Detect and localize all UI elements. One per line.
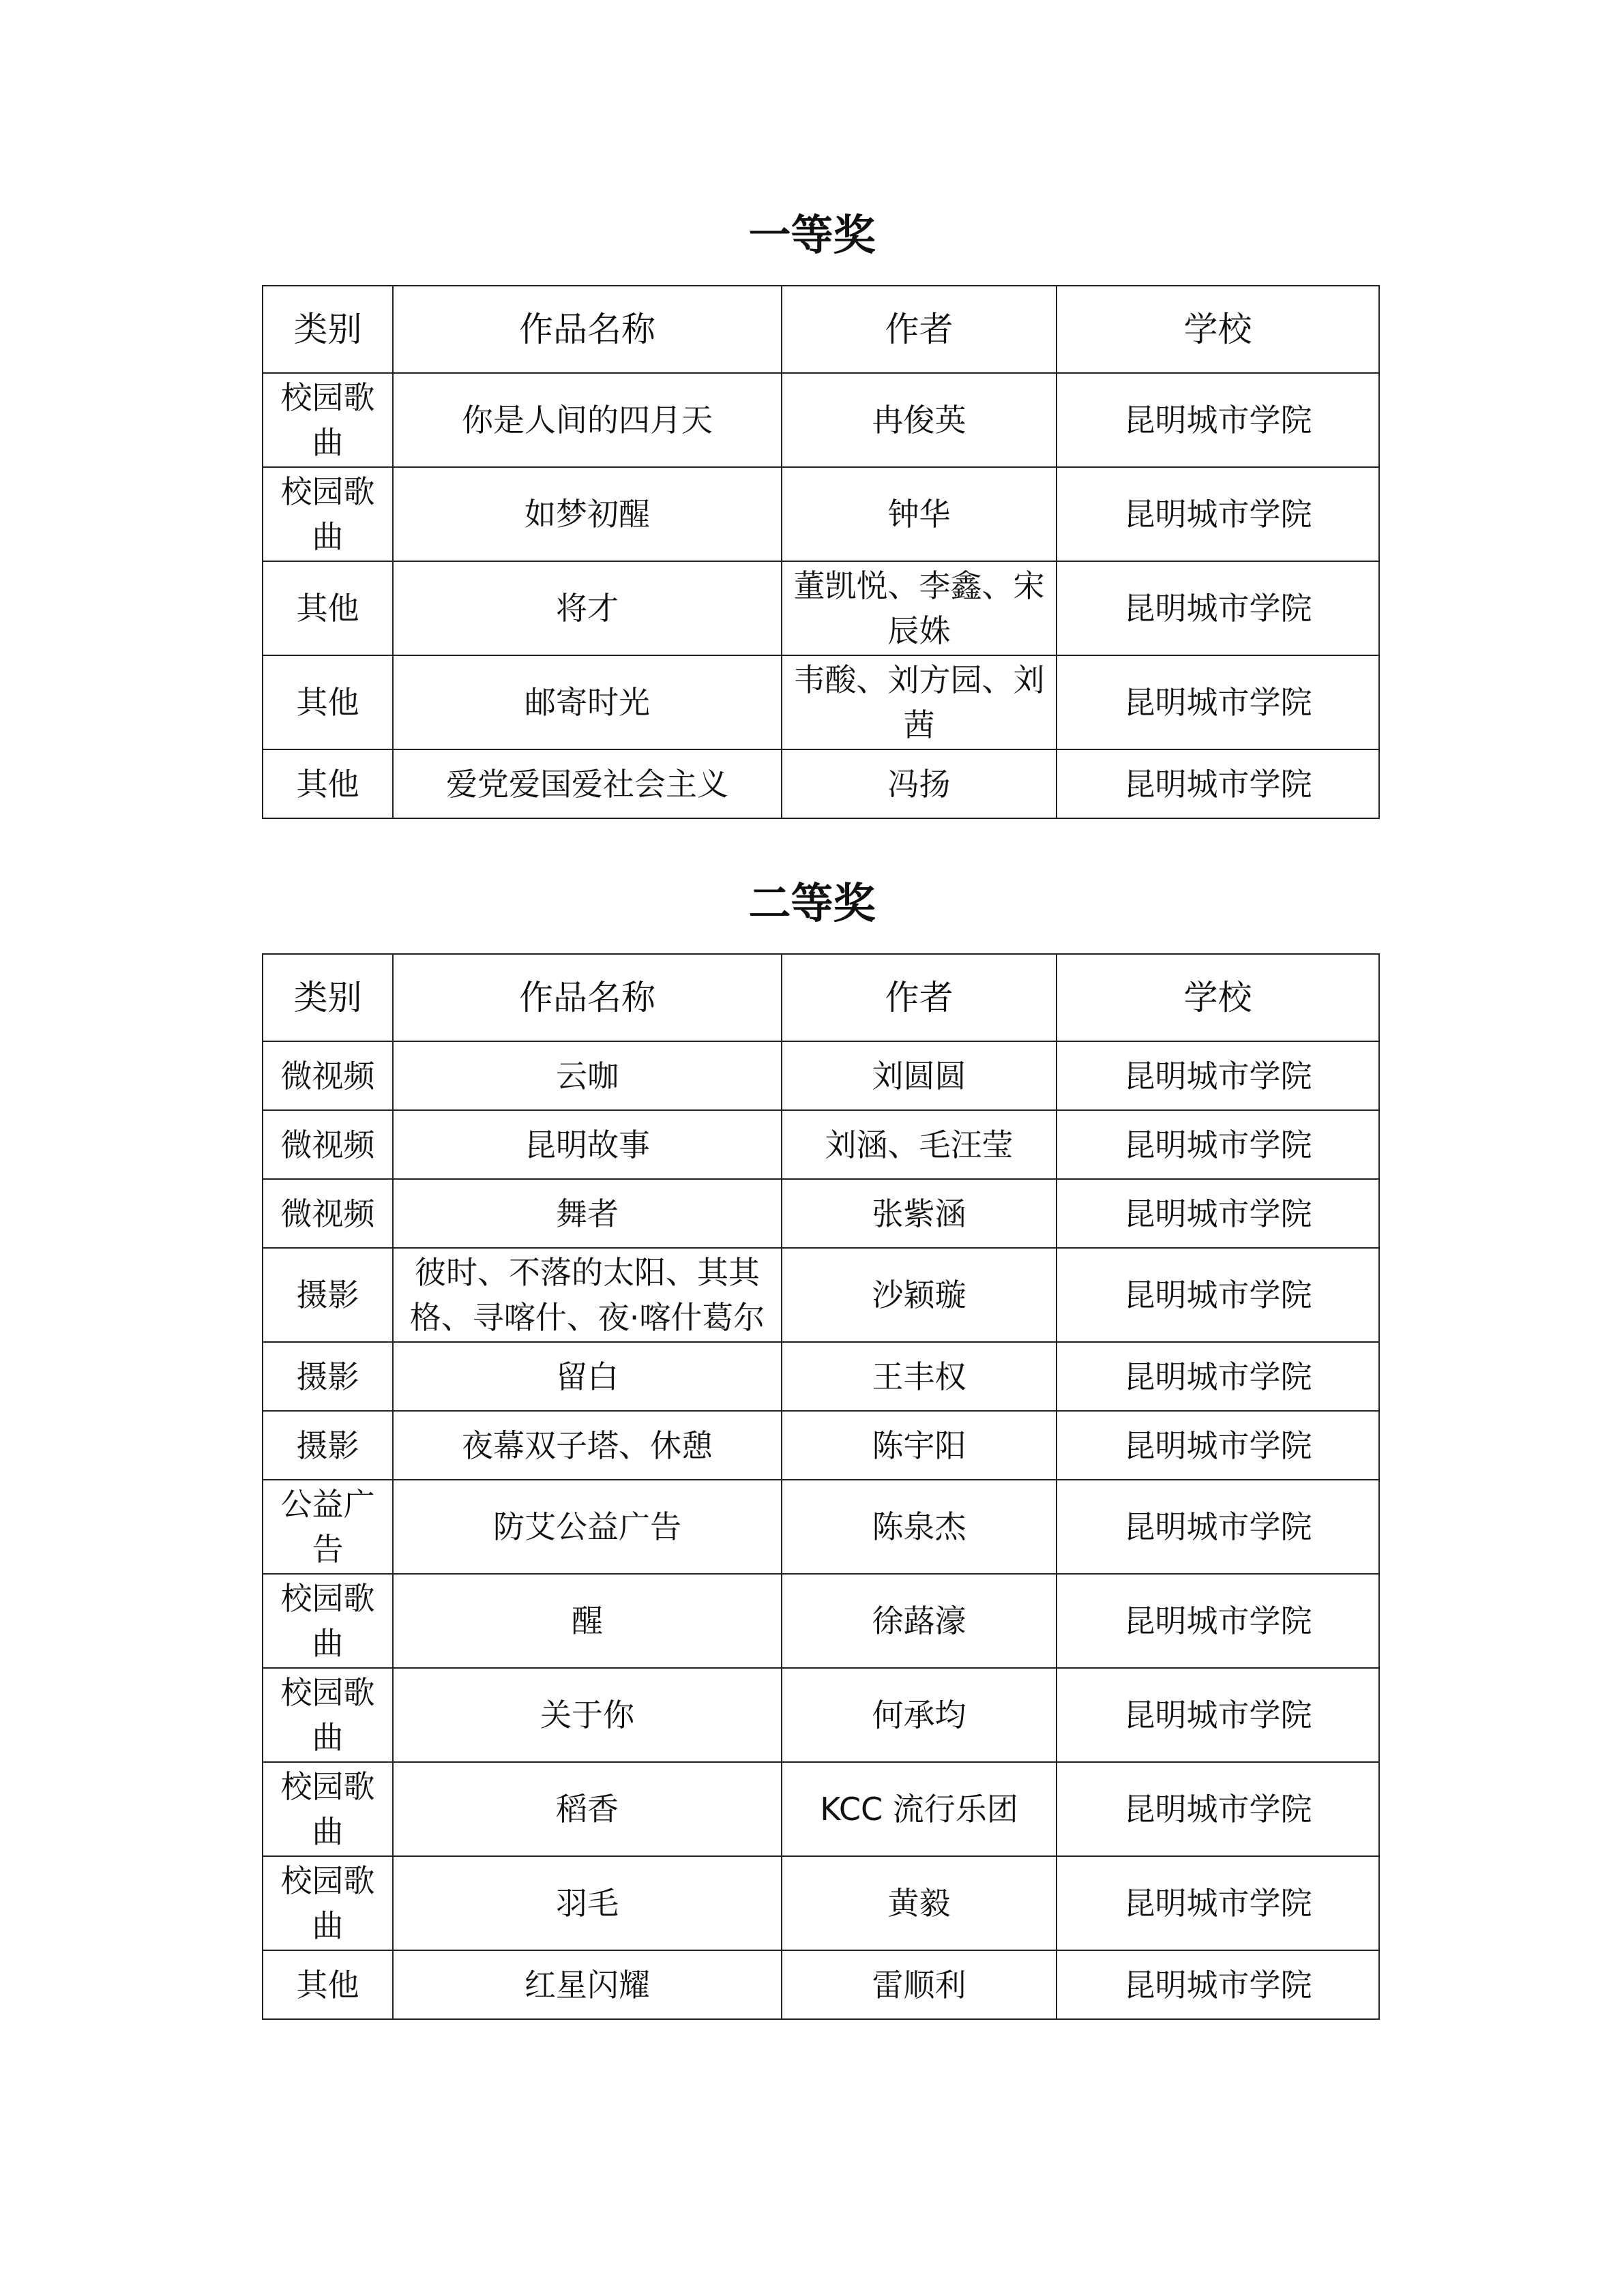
- table-row: [263, 1480, 1379, 1574]
- school-cell: 昆明城市学院: [1057, 561, 1379, 655]
- author-cell: 王丰权: [782, 1342, 1057, 1411]
- work-title-cell: 邮寄时光: [393, 655, 782, 749]
- table-row: [263, 467, 1379, 561]
- category-cell: 其他: [263, 561, 393, 655]
- table-row: [263, 655, 1379, 749]
- table-row: [263, 1179, 1379, 1248]
- table-header-row: [263, 954, 1379, 1041]
- school-cell: 昆明城市学院: [1057, 1248, 1379, 1342]
- school-cell: 昆明城市学院: [1057, 1342, 1379, 1411]
- table-row: [263, 1668, 1379, 1762]
- author-cell: 张紫涵: [782, 1179, 1057, 1248]
- author-cell: 何承均: [782, 1668, 1057, 1762]
- category-cell: 其他: [263, 655, 393, 749]
- author-cell: 冉俊英: [782, 373, 1057, 467]
- table-row: [263, 749, 1379, 818]
- category-cell: 微视频: [263, 1041, 393, 1110]
- category-cell: 摄影: [263, 1248, 393, 1342]
- author-cell: 黄毅: [782, 1856, 1057, 1950]
- school-cell: 昆明城市学院: [1057, 1574, 1379, 1668]
- first-prize-title: 一等奖: [748, 210, 876, 260]
- category-cell: 公益广告: [263, 1480, 393, 1574]
- school-cell: 昆明城市学院: [1057, 1411, 1379, 1480]
- second-prize-title: 二等奖: [748, 878, 876, 928]
- author-cell: 徐蕗濠: [782, 1574, 1057, 1668]
- author-cell: 韦酸、刘方园、刘茜: [782, 655, 1057, 749]
- school-cell: 昆明城市学院: [1057, 655, 1379, 749]
- category-cell: 摄影: [263, 1411, 393, 1480]
- table-row: [263, 1041, 1379, 1110]
- category-cell: 校园歌曲: [263, 1762, 393, 1856]
- school-cell: 昆明城市学院: [1057, 1668, 1379, 1762]
- work-title-cell: 防艾公益广告: [393, 1480, 782, 1574]
- header-school: 学校: [1057, 286, 1379, 373]
- table-row: [263, 1856, 1379, 1950]
- work-title-cell: 你是人间的四月天: [393, 373, 782, 467]
- table-row: [263, 373, 1379, 467]
- school-cell: 昆明城市学院: [1057, 1041, 1379, 1110]
- header-school: 学校: [1057, 954, 1379, 1041]
- work-title-cell: 留白: [393, 1342, 782, 1411]
- school-cell: 昆明城市学院: [1057, 1950, 1379, 2019]
- table-header-row: [263, 286, 1379, 373]
- header-author: 作者: [782, 954, 1057, 1041]
- author-cell: 沙颖璇: [782, 1248, 1057, 1342]
- work-title-cell: 关于你: [393, 1668, 782, 1762]
- school-cell: 昆明城市学院: [1057, 373, 1379, 467]
- table-row: [263, 1411, 1379, 1480]
- author-cell: 陈泉杰: [782, 1480, 1057, 1574]
- author-cell: 董凯悦、李鑫、宋辰姝: [782, 561, 1057, 655]
- category-cell: 校园歌曲: [263, 467, 393, 561]
- author-cell: 刘涵、毛汪莹: [782, 1110, 1057, 1179]
- header-work-title: 作品名称: [393, 286, 782, 373]
- school-cell: 昆明城市学院: [1057, 467, 1379, 561]
- category-cell: 校园歌曲: [263, 1856, 393, 1950]
- work-title-cell: 将才: [393, 561, 782, 655]
- category-cell: 校园歌曲: [263, 373, 393, 467]
- work-title-cell: 彼时、不落的太阳、其其格、寻喀什、夜·喀什葛尔: [393, 1248, 782, 1342]
- table-row: [263, 1342, 1379, 1411]
- category-cell: 摄影: [263, 1342, 393, 1411]
- work-title-cell: 羽毛: [393, 1856, 782, 1950]
- work-title-cell: 云咖: [393, 1041, 782, 1110]
- work-title-cell: 舞者: [393, 1179, 782, 1248]
- category-cell: 微视频: [263, 1110, 393, 1179]
- school-cell: 昆明城市学院: [1057, 1762, 1379, 1856]
- table-row: [263, 561, 1379, 655]
- author-cell: 雷顺利: [782, 1950, 1057, 2019]
- work-title-cell: 醒: [393, 1574, 782, 1668]
- table-row: [263, 1574, 1379, 1668]
- category-cell: 微视频: [263, 1179, 393, 1248]
- header-category: 类别: [263, 286, 393, 373]
- school-cell: 昆明城市学院: [1057, 1179, 1379, 1248]
- category-cell: 校园歌曲: [263, 1574, 393, 1668]
- table-row: [263, 1950, 1379, 2019]
- first-prize-table: [262, 285, 1380, 819]
- work-title-cell: 红星闪耀: [393, 1950, 782, 2019]
- header-category: 类别: [263, 954, 393, 1041]
- category-cell: 其他: [263, 1950, 393, 2019]
- author-cell: 冯扬: [782, 749, 1057, 818]
- author-cell: 钟华: [782, 467, 1057, 561]
- author-cell: KCC 流行乐团: [782, 1762, 1057, 1856]
- header-work-title: 作品名称: [393, 954, 782, 1041]
- school-cell: 昆明城市学院: [1057, 1480, 1379, 1574]
- table-row: [263, 1762, 1379, 1856]
- table-row: [263, 1110, 1379, 1179]
- work-title-cell: 稻香: [393, 1762, 782, 1856]
- second-prize-table: [262, 953, 1380, 2020]
- header-author: 作者: [782, 286, 1057, 373]
- work-title-cell: 如梦初醒: [393, 467, 782, 561]
- work-title-cell: 爱党爱国爱社会主义: [393, 749, 782, 818]
- school-cell: 昆明城市学院: [1057, 1856, 1379, 1950]
- work-title-cell: 夜幕双子塔、休憩: [393, 1411, 782, 1480]
- category-cell: 校园歌曲: [263, 1668, 393, 1762]
- author-cell: 陈宇阳: [782, 1411, 1057, 1480]
- table-row: [263, 1248, 1379, 1342]
- category-cell: 其他: [263, 749, 393, 818]
- school-cell: 昆明城市学院: [1057, 1110, 1379, 1179]
- work-title-cell: 昆明故事: [393, 1110, 782, 1179]
- school-cell: 昆明城市学院: [1057, 749, 1379, 818]
- author-cell: 刘圆圆: [782, 1041, 1057, 1110]
